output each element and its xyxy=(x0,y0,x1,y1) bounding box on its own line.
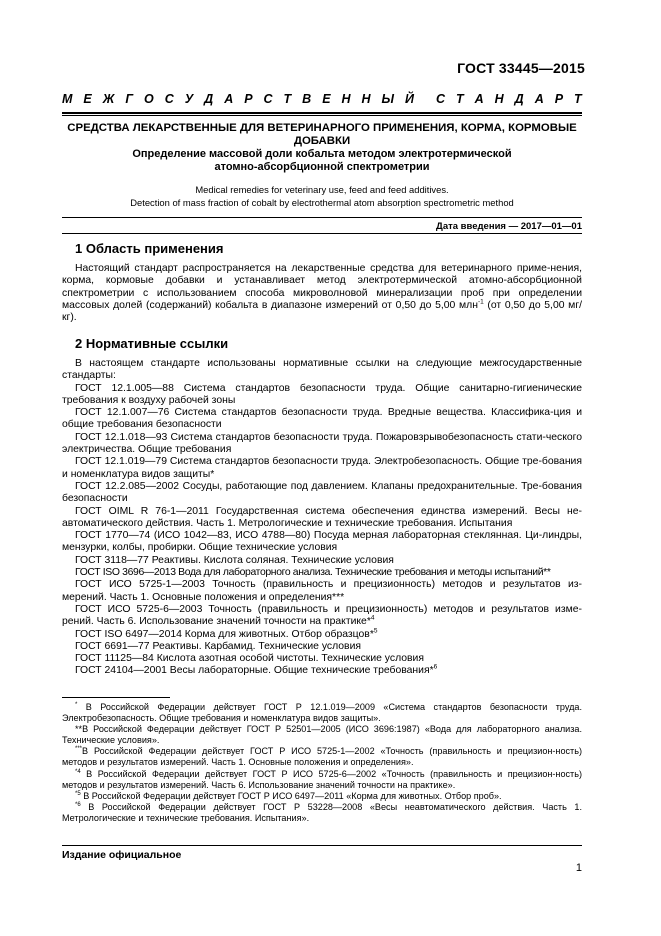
date-rule-bottom xyxy=(62,233,582,234)
document-title xyxy=(62,122,582,148)
reference-item: ГОСТ 24104—2001 Весы лабораторные. Общие технические требования*$^6$ xyxy=(75,663,438,677)
title-line: СРЕДСТВА ЛЕКАРСТВЕННЫЕ ДЛЯ ВЕТЕРИНАРНОГО ПРИМЕНЕНИЯ, КОРМА, КОРМОВЫЕ xyxy=(67,122,577,134)
gost-number: ГОСТ 33445—2015 xyxy=(457,60,585,76)
official-edition-label: Издание официальное xyxy=(62,849,182,861)
banner-letter: Д xyxy=(204,92,214,106)
banner-letter: Т xyxy=(283,92,292,106)
reference-item: ГОСТ ISO 3696—2013 Вода для лабораторного анализа. Технические требования и методы испытаний** xyxy=(75,567,551,579)
banner-letter: С xyxy=(263,92,273,106)
document-subtitle xyxy=(62,148,582,174)
banner-letter: Й xyxy=(405,92,415,106)
footnote: $^{*4}$ В Российской Федерации действует ГОСТ Р ИСО 5725-6—2002 «Точность (правильность и прецизион-ность) методов и результатов измерений. Часть 6. Использование значений точности на практике». xyxy=(62,768,582,790)
footnote: ***В Российской Федерации действует ГОСТ Р ИСО 5725-1—2002 «Точность (правильность и прецизион-ность) методов и результатов измерений. Часть 1. Основные положения и определения». xyxy=(62,746,582,768)
reference-item: ГОСТ ИСО 5725-6—2003 Точность (правильность и прецизионность) методов и результатов изме-рений. Часть 6. Использование значений точности на практике*$^4$ xyxy=(62,603,582,628)
banner-letter: С xyxy=(436,92,446,106)
scope-text: Настоящий стандарт распространяется на лекарственные средства для ветеринарного приме-нения, корма, кормовые добавки и устанавливает метод электротермической атомно-абсорбционной спектрометрии с использованием способа микроволновой минерализации проб при определении массовых долей (содержаний) кобальта в диапазоне измерений от 0,50 до 5,00 млн xyxy=(62,263,582,311)
reference-item: ГОСТ 12.2.085—2002 Сосуды, работающие под давлением. Клапаны предохранительные. Тре-бования безопасности xyxy=(62,480,582,505)
banner-letter: Е xyxy=(83,92,92,106)
english-title xyxy=(62,184,582,209)
banner-letter: Н xyxy=(494,92,504,106)
banner-letter: Г xyxy=(125,92,133,106)
reference-item: ГОСТ 12.1.018—93 Система стандартов безопасности труда. Пожаровзрывобезопасность стати-ческого электричества. Общие требования xyxy=(62,431,582,456)
page-number: 1 xyxy=(575,862,582,874)
date-rule-top xyxy=(62,217,582,218)
banner-letter: Д xyxy=(514,92,524,106)
footnote: $^{*6}$ В Российской Федерации действует ГОСТ Р 53228—2008 «Весы неавтоматического действия. Часть 1. Метрологические и технические требования. Испытания». xyxy=(62,801,582,823)
banner-letter: Р xyxy=(244,92,253,106)
english-title-line: Medical remedies for veterinary use, feed and feed additives. xyxy=(195,184,449,195)
reference-item: ГОСТ 6691—77 Реактивы. Карбамид. Технические условия xyxy=(75,640,362,652)
interstate-standard-banner xyxy=(62,92,582,106)
footnote-separator xyxy=(62,697,170,698)
footnotes xyxy=(62,702,582,824)
banner-letter: Н xyxy=(361,92,371,106)
scope-paragraph xyxy=(62,263,582,324)
reference-item: ГОСТ OIML R 76-1—2011 Государственная система обеспечения единства измерений. Весы не-автоматического действия. Часть 1. Метрологические и технические требования. Испытания xyxy=(62,505,582,529)
banner-letter: М xyxy=(62,92,73,106)
footnote: * В Российской Федерации действует ГОСТ Р 12.1.019—2009 «Система стандартов безопасности труда. Электробезопасность. Общие требования и номенклатура видов защиты». xyxy=(62,701,582,724)
header-rule-thick xyxy=(62,112,582,114)
banner-letter: Н xyxy=(341,92,351,106)
section-heading-references: 2 Нормативные ссылки xyxy=(75,336,229,351)
banner-letter: Е xyxy=(322,92,331,106)
banner-letter: С xyxy=(164,92,174,106)
references-intro: В настоящем стандарте использованы нормативные ссылки на следующие межгосударственные стандарты: xyxy=(62,358,582,382)
footnote: **В Российской Федерации действует ГОСТ Р 52501—2005 (ИСО 3696:1987) «Вода для лабораторного анализа. Технические условия». xyxy=(62,724,582,746)
header-rule-thin xyxy=(62,115,582,116)
banner-letter: Р xyxy=(554,92,564,106)
section-heading-scope: 1 Область применения xyxy=(75,241,224,256)
reference-item: ГОСТ ISO 6497—2014 Корма для животных. Отбор образцов*$^5$ xyxy=(75,627,378,640)
subtitle-line: Определение массовой доли кобальта методом электротермической xyxy=(132,148,512,160)
reference-item: ГОСТ 3118—77 Реактивы. Кислота соляная. Технические условия xyxy=(75,554,394,566)
banner-letter: О xyxy=(143,92,154,106)
scope-text-end: (от 0,50 до 5,00 мг/кг). xyxy=(62,299,583,324)
reference-item: ГОСТ 12.1.005—88 Система стандартов безопасности труда. Общие санитарно-гигиенические требования к воздуху рабочей зоны xyxy=(62,382,582,406)
banner-letter: А xyxy=(534,92,544,106)
section-scope-body xyxy=(62,263,582,324)
reference-item: ГОСТ 1770—74 (ИСО 1042—83, ИСО 4788—80) Посуда мерная лабораторная стеклянная. Ци-линдры, мензурки, колбы, пробирки. Общие технические условия xyxy=(62,530,582,554)
banner-letter: Т xyxy=(456,92,464,106)
introduction-date: Дата введения — 2017—01—01 xyxy=(436,221,582,232)
banner-letter: Ы xyxy=(381,92,395,106)
title-line: ДОБАВКИ xyxy=(293,135,351,147)
scope-superscript: -1 xyxy=(477,298,484,306)
banner-letter: В xyxy=(302,92,312,106)
banner-letter: У xyxy=(184,92,194,106)
footer-rule xyxy=(62,845,582,846)
banner-letter: А xyxy=(474,92,484,106)
subtitle-line: атомно-абсорбционной спектрометрии xyxy=(214,161,430,173)
footnote: $^{*5}$ В Российской Федерации действует ГОСТ Р ИСО 6497—2011 «Корма для животных. Отбор проб». xyxy=(75,790,502,801)
banner-letter: Т xyxy=(574,92,582,106)
banner-letter: А xyxy=(224,92,234,106)
reference-item: ГОСТ 11125—84 Кислота азотная особой чистоты. Технические условия xyxy=(75,653,424,665)
section-references-body xyxy=(62,358,582,678)
reference-item: ГОСТ 12.1.019—79 Система стандартов безопасности труда. Электробезопасность. Общие тре-бования и номенклатура видов защиты* xyxy=(62,456,582,480)
banner-letter: Ж xyxy=(102,92,115,106)
english-title-line: Detection of mass fraction of cobalt by electrothermal atom absorption spectrometric method xyxy=(130,196,514,208)
reference-item: ГОСТ ИСО 5725-1—2003 Точность (правильность и прецизионность) методов и результатов из-мерений. Часть 1. Основные положения и определения*** xyxy=(62,579,582,603)
reference-item: ГОСТ 12.1.007—76 Система стандартов безопасности труда. Вредные вещества. Классифика-ция и общие требования безопасности xyxy=(62,407,582,431)
